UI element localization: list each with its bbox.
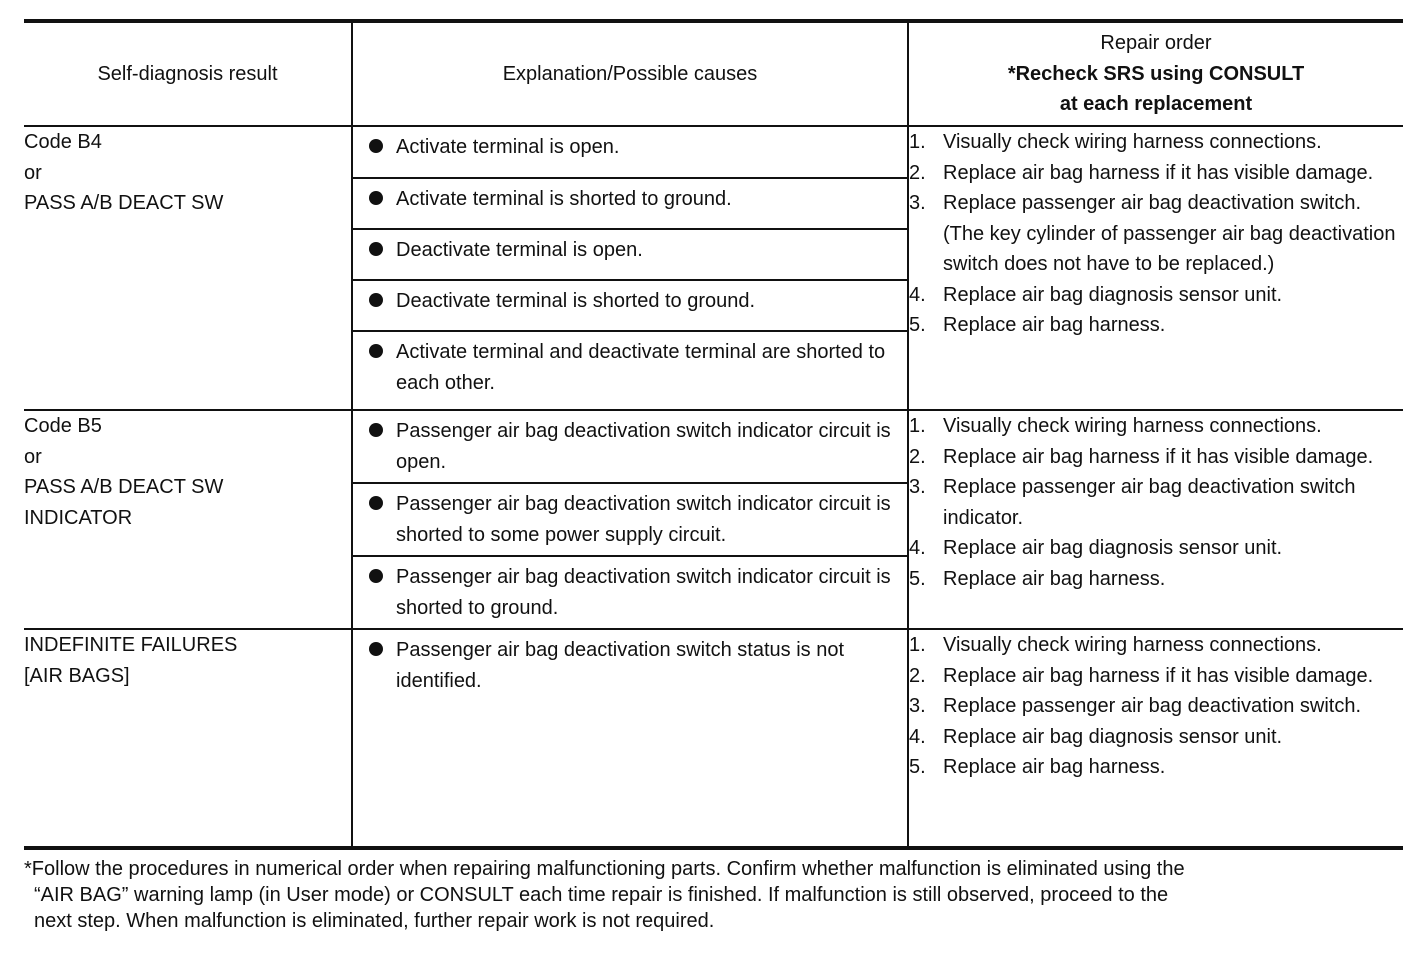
step-number: 1.	[909, 131, 926, 153]
result-or: or	[24, 161, 42, 184]
cause-item	[353, 630, 907, 701]
result-code: INDEFINITE FAILURES	[24, 634, 238, 656]
step-number: 5.	[909, 756, 926, 778]
repair-step	[909, 280, 1403, 311]
step-text: Replace air bag harness if it has visible damage.	[943, 445, 1374, 468]
repair-step	[909, 533, 1403, 564]
step-text: Replace passenger air bag deactivation switch. (The key cylinder of passenger air bag deactivation switch does not have to be replaced.)	[943, 192, 1396, 275]
self-diagnosis-result-cell	[24, 629, 352, 848]
step-number: 4.	[909, 537, 926, 559]
footnote-line: next step. When malfunction is eliminated, further repair work is not required.	[34, 910, 715, 932]
footnote	[24, 856, 1399, 934]
step-text: Replace air bag harness if it has visible damage.	[943, 664, 1374, 687]
bullet-icon	[369, 423, 383, 437]
bullet-icon	[369, 496, 383, 510]
header-explanation-possible-causes: Explanation/Possible causes	[352, 21, 908, 126]
result-item-name: PASS A/B DEACT SW	[24, 476, 224, 498]
cause-item	[353, 230, 907, 281]
step-text: Visually check wiring harness connections.	[943, 415, 1322, 437]
possible-causes-cell	[352, 410, 908, 629]
repair-order-cell	[908, 410, 1403, 629]
step-text: Visually check wiring harness connections.	[943, 131, 1322, 153]
result-or: or	[24, 445, 42, 468]
cause-text: Activate terminal is shorted to ground.	[396, 188, 732, 210]
result-item-name-cont: INDICATOR	[24, 506, 133, 529]
header-recheck-note: *Recheck SRS using CONSULT	[1007, 62, 1305, 85]
repair-step	[909, 188, 1403, 280]
cause-text: Passenger air bag deactivation switch indicator circuit is shorted to some power supply circuit.	[396, 493, 891, 546]
table-row	[24, 126, 1403, 410]
step-text: Replace air bag diagnosis sensor unit.	[943, 725, 1283, 748]
repair-step	[909, 722, 1403, 753]
footnote-line: “AIR BAG” warning lamp (in User mode) or CONSULT each time repair is finished. If malfunction is still observed, proceed to the	[34, 884, 1169, 906]
step-text: Replace air bag harness.	[943, 756, 1166, 778]
step-number: 5.	[909, 314, 926, 336]
bullet-icon	[369, 569, 383, 583]
cause-item	[353, 281, 907, 332]
cause-item	[353, 127, 907, 179]
step-text: Replace passenger air bag deactivation switch.	[943, 695, 1362, 717]
step-text: Replace air bag diagnosis sensor unit.	[943, 537, 1283, 559]
row-group-indefinite-failures	[24, 629, 1403, 848]
bullet-icon	[369, 293, 383, 307]
repair-step	[909, 630, 1403, 661]
cause-text: Deactivate terminal is shorted to ground.	[396, 290, 756, 312]
step-number: 1.	[909, 415, 926, 437]
cause-item	[353, 411, 907, 484]
repair-steps-list	[909, 630, 1403, 783]
repair-step	[909, 310, 1403, 341]
possible-causes-cell	[352, 126, 908, 410]
step-number: 5.	[909, 567, 926, 590]
repair-order-cell	[908, 629, 1403, 848]
diagnosis-table	[24, 19, 1403, 850]
repair-steps-list	[909, 127, 1403, 341]
repair-step	[909, 411, 1403, 442]
result-code: Code B4	[24, 131, 102, 153]
row-group-code-b4	[24, 126, 1403, 410]
repair-steps-list	[909, 411, 1403, 594]
row-group-code-b5	[24, 410, 1403, 629]
repair-step	[909, 442, 1403, 473]
bullet-icon	[369, 191, 383, 205]
repair-step	[909, 564, 1403, 595]
step-number: 3.	[909, 192, 926, 214]
step-number: 4.	[909, 725, 926, 748]
step-number: 3.	[909, 695, 926, 717]
result-item-name: [AIR BAGS]	[24, 664, 130, 687]
step-text: Replace air bag harness if it has visible damage.	[943, 161, 1374, 184]
cause-text: Activate terminal is open.	[396, 136, 620, 158]
footnote-line: *Follow the procedures in numerical order when repairing malfunctioning parts. Confirm whether malfunction is eliminated using the	[24, 858, 1185, 880]
step-number: 4.	[909, 283, 926, 306]
header-repair-order	[908, 21, 1403, 126]
repair-order-cell	[908, 126, 1403, 410]
cause-item	[353, 179, 907, 230]
self-diagnosis-result-cell	[24, 126, 352, 410]
cause-text: Passenger air bag deactivation switch indicator circuit is shorted to ground.	[396, 566, 891, 619]
step-number: 2.	[909, 445, 926, 468]
step-number: 1.	[909, 634, 926, 656]
step-text: Replace passenger air bag deactivation switch indicator.	[943, 476, 1356, 529]
step-text: Replace air bag diagnosis sensor unit.	[943, 283, 1283, 306]
bullet-icon	[369, 642, 383, 656]
cause-item	[353, 332, 907, 403]
repair-step	[909, 158, 1403, 189]
repair-step	[909, 691, 1403, 722]
table-header-row	[24, 21, 1403, 126]
repair-step	[909, 661, 1403, 692]
step-text: Replace air bag harness.	[943, 314, 1166, 336]
cause-text: Passenger air bag deactivation switch indicator circuit is open.	[396, 420, 891, 473]
self-diagnosis-result-cell	[24, 410, 352, 629]
header-self-diagnosis-result: Self-diagnosis result	[24, 21, 352, 126]
result-item-name: PASS A/B DEACT SW	[24, 192, 224, 214]
header-recheck-note-cont: at each replacement	[1059, 93, 1253, 116]
cause-item	[353, 557, 907, 628]
cause-text: Activate terminal and deactivate terminal are shorted to each other.	[396, 341, 886, 394]
result-code: Code B5	[24, 415, 102, 437]
repair-step	[909, 127, 1403, 158]
header-repair-order-title: Repair order	[1100, 32, 1212, 55]
srs-diagnosis-document	[24, 19, 1399, 934]
bullet-icon	[369, 344, 383, 358]
step-text: Visually check wiring harness connections.	[943, 634, 1322, 656]
bullet-icon	[369, 139, 383, 153]
step-text: Replace air bag harness.	[943, 567, 1166, 590]
bullet-icon	[369, 242, 383, 256]
cause-item	[353, 484, 907, 557]
possible-causes-cell	[352, 629, 908, 848]
repair-step	[909, 752, 1403, 783]
step-number: 2.	[909, 161, 926, 184]
table-row	[24, 629, 1403, 848]
table-row	[24, 410, 1403, 629]
step-number: 3.	[909, 476, 926, 498]
cause-text: Deactivate terminal is open.	[396, 239, 643, 261]
repair-step	[909, 472, 1403, 533]
cause-text: Passenger air bag deactivation switch status is not identified.	[396, 639, 845, 692]
step-number: 2.	[909, 664, 926, 687]
